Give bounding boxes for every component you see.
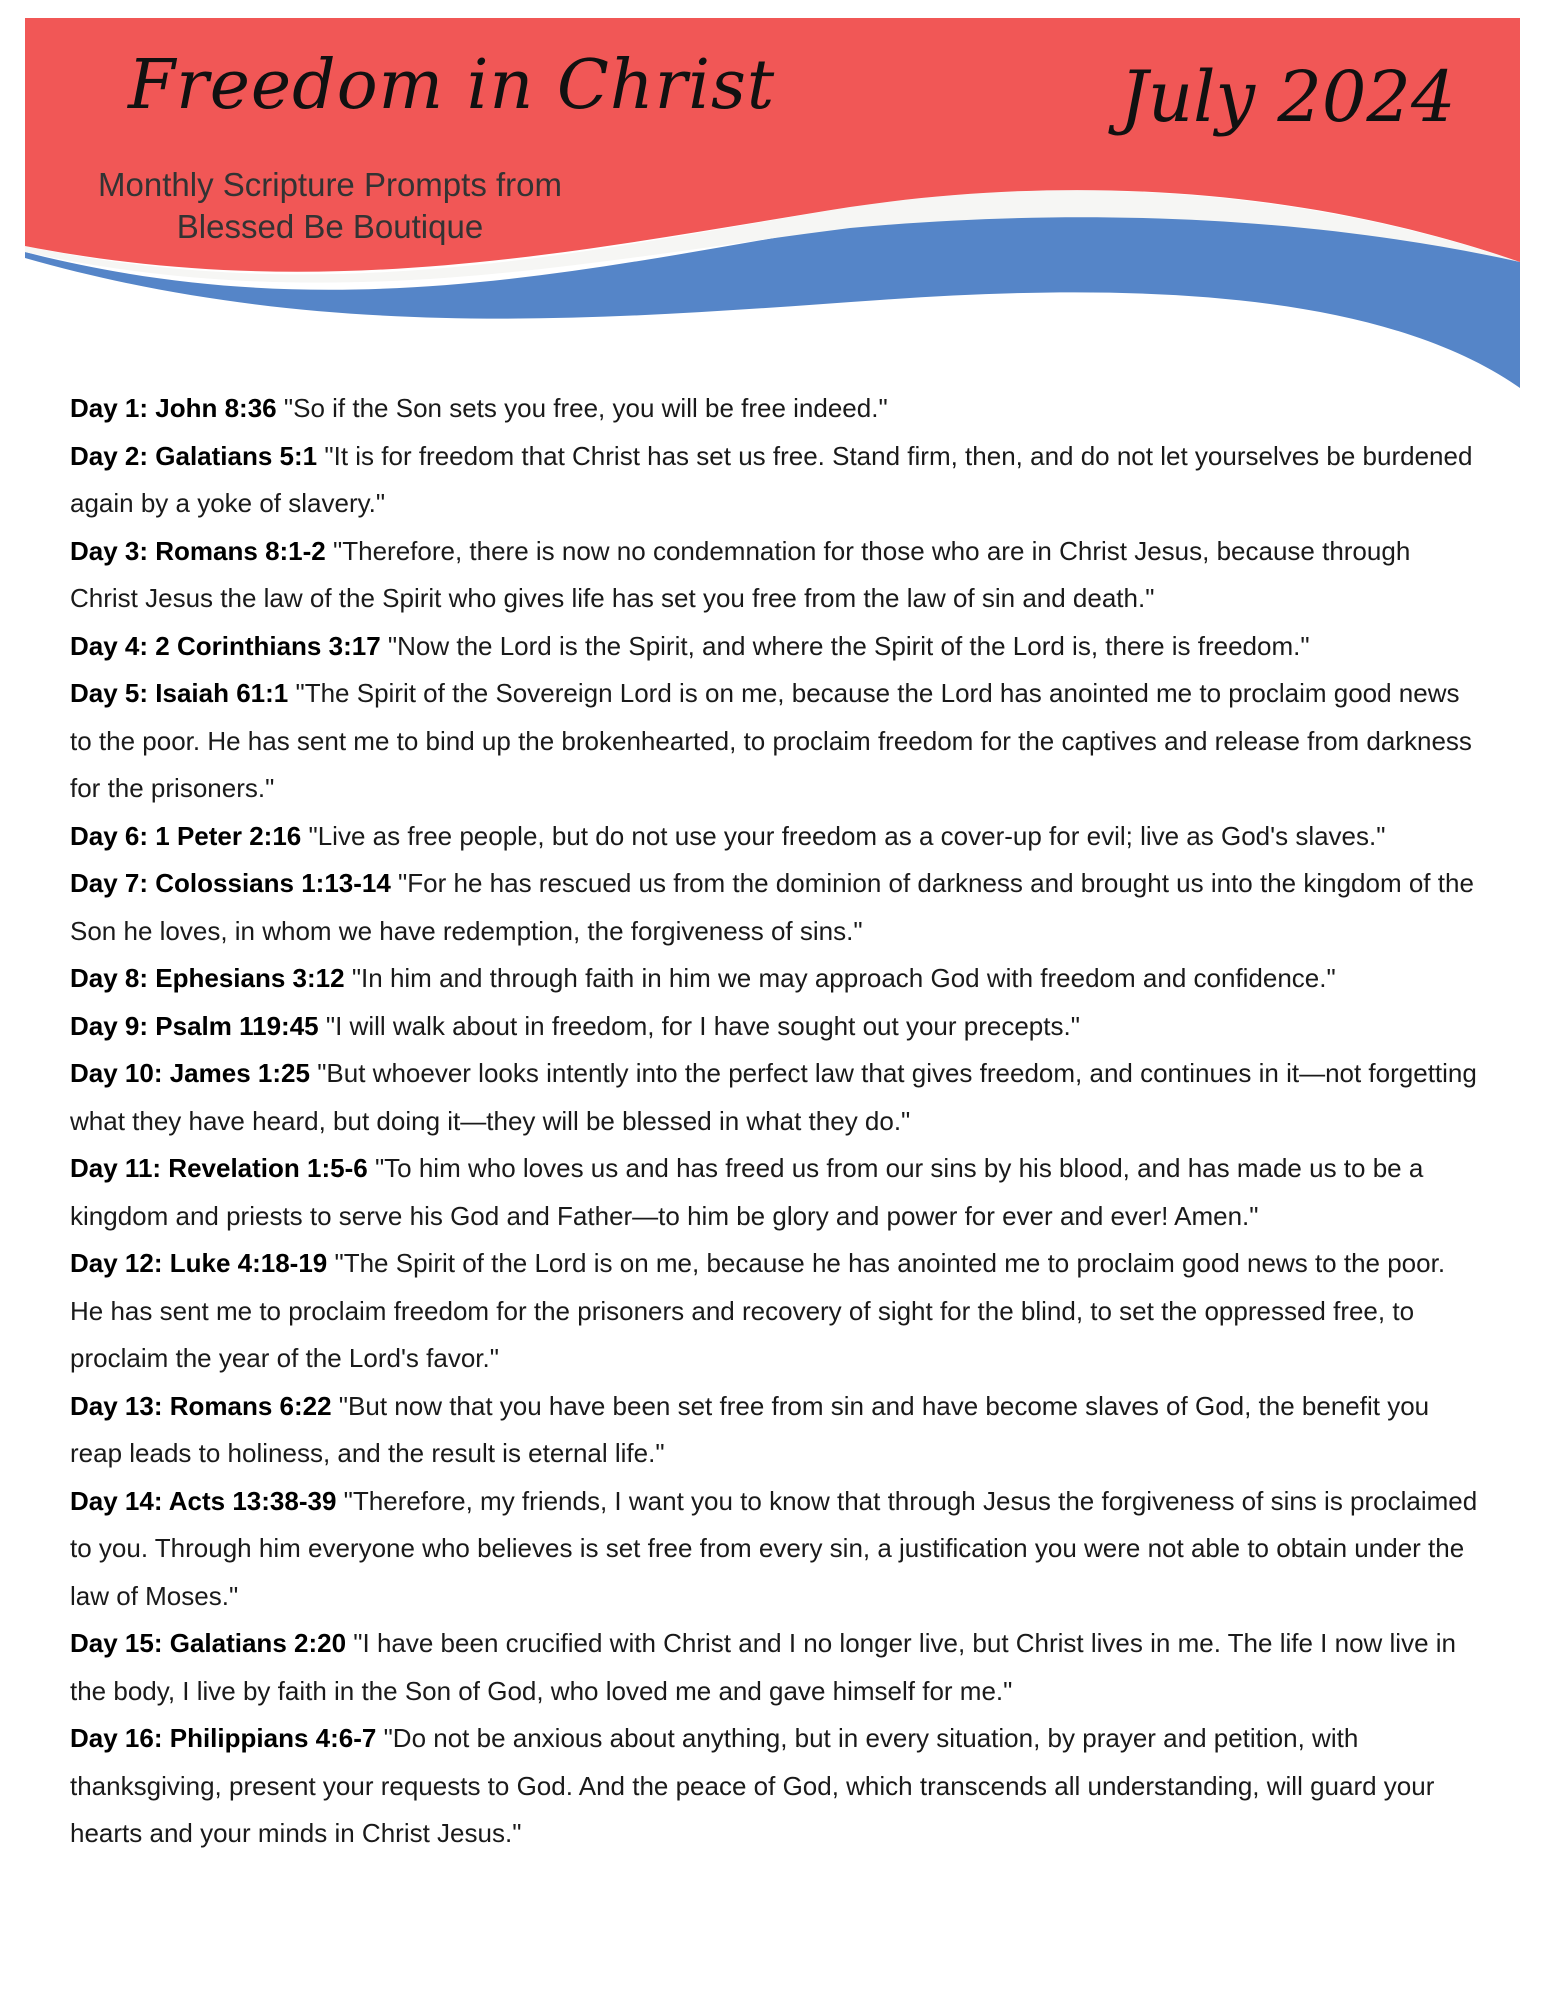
day-entry: [70, 1003, 1485, 1051]
day-reference: Day 15: Galatians 2:20: [70, 1628, 347, 1658]
day-reference: Day 9: Psalm 119:45: [70, 1010, 319, 1041]
day-entry: [70, 860, 1485, 955]
day-verse: "Now the Lord is the Spirit, and where the Spirit of the Lord is, there is freedom.": [387, 630, 1310, 661]
day-reference: Day 10: James 1:25: [70, 1058, 310, 1088]
day-verse: "Live as free people, but do not use your freedom as a cover-up for evil; live as God's slaves.": [308, 820, 1386, 851]
day-verse: "I will walk about in freedom, for I have sought out your precepts.": [325, 1010, 1080, 1041]
day-verse: "So if the Son sets you free, you will be free indeed.": [283, 393, 888, 423]
day-verse: "To him who loves us and has freed us from our sins by his blood, and has made us to be a kingdom and priests to serve his God and Father—to him be glory and power for ever and ever! Amen.": [70, 1153, 1424, 1231]
page-subtitle: [70, 164, 590, 248]
day-reference: Day 12: Luke 4:18-19: [70, 1248, 328, 1278]
day-verse: "I have been crucified with Christ and I no longer live, but Christ lives in me. The life I now live in the body, I live by faith in the Son of God, who loved me and gave himself for me.": [70, 1628, 1456, 1706]
day-reference: Day 3: Romans 8:1-2: [70, 535, 326, 566]
day-entry: [70, 433, 1485, 528]
day-verse: "The Spirit of the Lord is on me, because he has anointed me to proclaim good news to the poor. He has sent me to proclaim freedom for the prisoners and recovery of sight for the blind, to set the oppressed free, to proclaim the year of the Lord's favor.": [70, 1248, 1446, 1373]
day-verse: "Do not be anxious about anything, but in every situation, by prayer and petition, with thanksgiving, present your requests to God. And the peace of God, which transcends all understanding, will guard your hearts and your minds in Christ Jesus.": [70, 1723, 1435, 1848]
day-entry: [70, 1478, 1485, 1621]
day-entry: [70, 385, 1485, 433]
day-reference: Day 7: Colossians 1:13-14: [70, 868, 391, 898]
day-entry: [70, 1050, 1485, 1145]
day-verse: "But whoever looks intently into the perfect law that gives freedom, and continues in it—not forgetting what they have heard, but doing it—they will be blessed in what they do.": [70, 1058, 1477, 1136]
subtitle-line: Blessed Be Boutique: [176, 208, 484, 245]
day-reference: Day 8: Ephesians 3:12: [70, 963, 345, 993]
day-entry: [70, 813, 1485, 861]
day-entry: [70, 955, 1485, 1003]
day-verse: "Therefore, my friends, I want you to know that through Jesus the forgiveness of sins is proclaimed to you. Through him everyone who believes is set free from every sin, a justification you were not able to obtain under the law of Moses.": [70, 1485, 1478, 1611]
subtitle-line: Monthly Scripture Prompts from: [98, 166, 562, 203]
day-reference: Day 1: John 8:36: [70, 393, 277, 423]
day-entry: [70, 1240, 1485, 1383]
day-verse: "For he has rescued us from the dominion of darkness and brought us into the kingdom of the Son he loves, in whom we have redemption, the forgiveness of sins.": [70, 868, 1474, 946]
day-entry: [70, 1383, 1485, 1478]
day-entry: [70, 623, 1485, 671]
day-verse: "The Spirit of the Sovereign Lord is on me, because the Lord has anointed me to proclaim good news to the poor. He has sent me to bind up the brokenhearted, to proclaim freedom for the captives and release from darkness for the prisoners.": [70, 678, 1472, 803]
day-reference: Day 11: Revelation 1:5-6: [70, 1153, 368, 1183]
day-verse: "Therefore, there is now no condemnation for those who are in Christ Jesus, because through Christ Jesus the law of the Spirit who gives life has set you free from the law of sin and death.": [70, 535, 1411, 613]
day-entry: [70, 1620, 1485, 1715]
day-entry: [70, 1715, 1485, 1858]
day-reference: Day 2: Galatians 5:1: [70, 440, 318, 471]
day-verse: "But now that you have been set free from sin and have become slaves of God, the benefit you reap leads to holiness, and the result is eternal life.": [70, 1390, 1430, 1468]
page-title: Freedom in Christ: [128, 46, 776, 125]
day-reference: Day 4: 2 Corinthians 3:17: [70, 630, 381, 661]
day-reference: Day 13: Romans 6:22: [70, 1390, 332, 1421]
day-entry: [70, 528, 1485, 623]
day-reference: Day 14: Acts 13:38-39: [70, 1485, 337, 1516]
day-reference: Day 5: Isaiah 61:1: [70, 678, 289, 708]
day-entry: [70, 1145, 1485, 1240]
month-label: July 2024: [1120, 56, 1456, 138]
day-reference: Day 16: Philippians 4:6-7: [70, 1723, 377, 1753]
day-reference: Day 6: 1 Peter 2:16: [70, 820, 302, 851]
day-verse: "It is for freedom that Christ has set us free. Stand firm, then, and do not let yourselves be burdened again by a yoke of slavery.": [70, 440, 1473, 518]
day-verse: "In him and through faith in him we may approach God with freedom and confidence.": [351, 963, 1336, 993]
day-entry: [70, 670, 1485, 813]
scripture-list: [70, 385, 1485, 1858]
